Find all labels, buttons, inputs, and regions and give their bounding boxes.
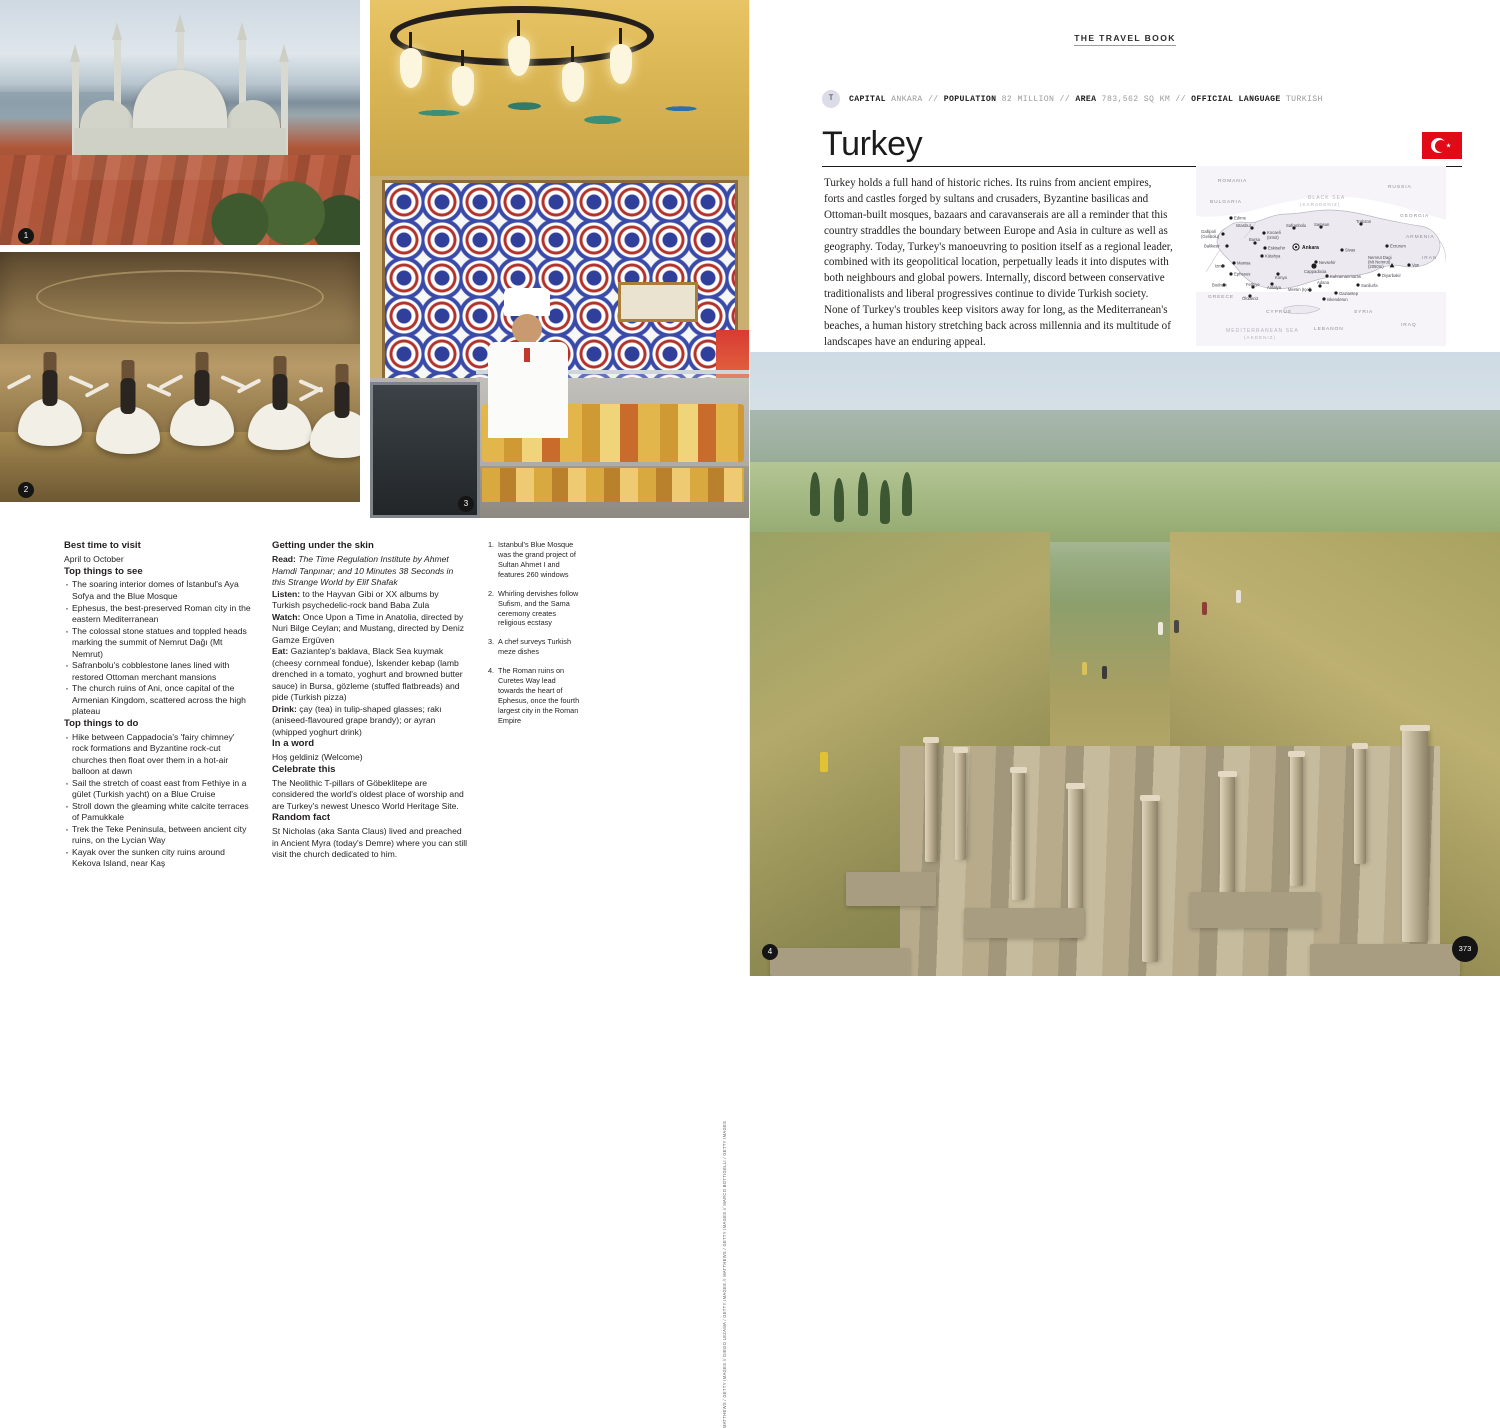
running-head: [750, 33, 1500, 43]
svg-text:Istanbul: Istanbul: [1236, 223, 1251, 228]
svg-text:Gallipoli: Gallipoli: [1201, 229, 1216, 234]
ruined-column: [1290, 756, 1303, 886]
svg-text:IRAN: IRAN: [1422, 256, 1438, 261]
chandelier: [390, 0, 640, 116]
list-item: · Trek the Teke Peninsula, between ancient city ruins, on the Lycian Way: [64, 824, 252, 847]
svg-text:LEBANON: LEBANON: [1314, 327, 1344, 332]
page-number: 373: [1452, 936, 1478, 962]
ruined-column: [1402, 730, 1428, 942]
svg-text:(Gelibolu): (Gelibolu): [1201, 234, 1220, 239]
svg-text:Kütahya: Kütahya: [1265, 253, 1281, 259]
list-item: · Sail the stretch of coast east from Fethiye in a gület (Turkish yacht) on a Blue Cruise: [64, 778, 252, 801]
chef-figure: [482, 288, 574, 438]
photo-caption: 2. Whirling dervishes follow Sufism, and the Sama ceremony creates religious ecstasy: [488, 588, 579, 628]
visitor: [1158, 622, 1163, 635]
svg-text:Safranbolu: Safranbolu: [1286, 223, 1307, 228]
photo-baklava-shop: [370, 0, 750, 518]
fact-value: ANKARA: [885, 94, 923, 104]
photo-ephesus-curetes-way: [750, 352, 1500, 976]
svg-text:MEDITERRANEAN SEA: MEDITERRANEAN SEA: [1226, 328, 1299, 334]
fact-label: AREA: [1075, 94, 1097, 104]
svg-text:Balikesir: Balikesir: [1204, 243, 1220, 249]
svg-text:Van: Van: [1412, 262, 1420, 268]
visitor: [1174, 620, 1179, 633]
visitor: [1102, 666, 1107, 679]
page-title: Turkey: [822, 125, 923, 163]
list-item: · Kayak over the sunken city ruins around Kekova Island, near Kaş: [64, 847, 252, 870]
column-photo-captions: [488, 540, 580, 735]
hall-ceiling: [0, 252, 360, 344]
title-row: [822, 118, 1462, 167]
ruined-column: [1354, 748, 1366, 864]
top-things-to-do-list: [64, 732, 252, 870]
svg-text:Sivas: Sivas: [1345, 247, 1356, 253]
svg-text:Ankara: Ankara: [1302, 245, 1319, 251]
best-time-heading: Best time to visit: [64, 540, 141, 551]
fact-value: TURKISH: [1280, 94, 1323, 104]
caption-number: 2.: [488, 588, 495, 598]
svg-text:Erzurum: Erzurum: [1390, 243, 1406, 249]
caption-number: 3.: [488, 637, 495, 647]
svg-text:Izmir: Izmir: [1215, 263, 1225, 269]
list-item: · Hike between Cappadocia's 'fairy chimney' rock formations and Byzantine rock-cut churches then float over them in a hot-air balloon at dawn: [64, 732, 252, 778]
svg-text:Eskisehir: Eskisehir: [1268, 245, 1285, 251]
svg-text:BULGARIA: BULGARIA: [1210, 200, 1242, 205]
photo-badge-2: 2: [18, 482, 34, 498]
fact-value: 82 MILLION: [996, 94, 1055, 104]
photo-caption-list: [488, 540, 580, 726]
skin-drink: Drink: çay (tea) in tulip-shaped glasses; rakı (aniseed-flavoured grape brandy); or ayran (whipped yoghurt drink): [272, 703, 442, 737]
svg-text:Kahramanmaras: Kahramanmaras: [1330, 274, 1361, 279]
svg-text:Edirne: Edirne: [1234, 215, 1247, 221]
wall-plaque: [618, 282, 698, 322]
svg-text:BLACK SEA: BLACK SEA: [1308, 195, 1346, 201]
column-getting-under-skin: [272, 540, 468, 861]
photo-caption: 4. The Roman ruins on Curetes Way lead towards the heart of Ephesus, once the fourth largest city in the Roman Empire: [488, 666, 580, 725]
fact-value: 783,562 SQ KM: [1096, 94, 1171, 104]
skin-eat: Eat: Gaziantep's baklava, Black Sea kuymak (cheesy cornmeal fondue), İskender kebap (lamb drenched in a tomato, yoghurt and browned butter sauce) in Bursa, gözleme (stuffed flatbreads) and pide (Turkish pizza): [272, 646, 463, 703]
visitor: [1202, 602, 1207, 615]
best-time-value: April to October: [64, 553, 124, 564]
fact-line: [822, 90, 1462, 108]
visitor: [1082, 662, 1087, 675]
svg-text:Trabzon: Trabzon: [1356, 219, 1372, 224]
svg-text:Samsun: Samsun: [1314, 222, 1330, 227]
list-item: · Ephesus, the best-preserved Roman city in the eastern Mediterranean: [64, 603, 252, 626]
list-item: · Safranbolu's cobblestone lanes lined with restored Ottoman merchant mansions: [64, 660, 252, 683]
celebrate-heading: Celebrate this: [272, 763, 336, 775]
svg-text:Nemrut Dagi: Nemrut Dagi: [1368, 255, 1392, 260]
meze-trays: [482, 468, 744, 502]
trees: [210, 167, 360, 245]
photo-caption: 1. Istanbul's Blue Mosque was the grand project of Sultan Ahmet I and features 260 windows: [488, 540, 576, 579]
fact-separator: //: [1054, 94, 1076, 104]
ruined-column: [1012, 772, 1025, 900]
caption-number: 4.: [488, 666, 495, 676]
photo-credits: MATTHEWS / GETTY IMAGES // DIEGO LEZAMA / GETTY IMAGES // MATTHEWS / GETTY IMAGES // MARCO BOTTIGELLI / GETTY IMAGES: [722, 1120, 727, 1428]
svg-text:IRAQ: IRAQ: [1401, 323, 1417, 328]
ruined-column: [955, 752, 966, 860]
svg-text:Nevsehir: Nevsehir: [1319, 260, 1336, 265]
svg-text:(KARADENIZ): (KARADENIZ): [1300, 202, 1341, 207]
locator-map: [1196, 166, 1446, 346]
photo-whirling-dervishes: [0, 252, 360, 502]
svg-text:(Mt Nemrut): (Mt Nemrut): [1368, 259, 1391, 265]
svg-text:Konya: Konya: [1275, 275, 1287, 280]
list-item: · The colossal stone statues and toppled heads marking the summit of Nemrut Dağı (Mt Nemrut): [64, 626, 252, 661]
svg-text:Ephesus: Ephesus: [1234, 271, 1251, 277]
running-head-text: THE TRAVEL BOOK: [1074, 33, 1176, 46]
skin-watch: Watch: Once Upon a Time in Anatolia, directed by Nuri Bilge Ceylan; and Mustang, directed by Deniz Gamze Ergüven: [272, 611, 465, 645]
svg-text:Adana: Adana: [1317, 280, 1330, 285]
list-item: · The church ruins of Ani, once capital of the Armenian Kingdom, scattered across the high plateau: [64, 683, 252, 718]
skin-read: Read: The Time Regulation Institute by Ahmet Hamdi Tanpınar; and 10 Minutes 38 Seconds in this Strange World by Elif Shafak: [272, 553, 454, 588]
svg-text:Gaziantep: Gaziantep: [1339, 291, 1359, 296]
svg-text:Bodrum: Bodrum: [1212, 282, 1227, 288]
svg-text:(2050m): (2050m): [1368, 264, 1384, 269]
svg-text:Iskenderun: Iskenderun: [1327, 297, 1348, 302]
in-a-word-heading: In a word: [272, 738, 315, 750]
ruined-column: [925, 742, 937, 862]
fact-label: OFFICIAL LANGUAGE: [1191, 94, 1281, 104]
caption-number: 1.: [488, 540, 495, 549]
svg-text:ROMANIA: ROMANIA: [1218, 179, 1248, 184]
svg-text:(Izmit): (Izmit): [1267, 235, 1279, 240]
visitor: [820, 752, 828, 772]
photo-badge-3: 3: [458, 496, 474, 512]
svg-text:RUSSIA: RUSSIA: [1388, 185, 1412, 190]
svg-text:Fethiye: Fethiye: [1246, 282, 1260, 287]
fact-separator: //: [1170, 94, 1192, 104]
fact-label: POPULATION: [943, 94, 997, 104]
svg-text:SYRIA: SYRIA: [1354, 310, 1374, 315]
svg-text:Antalya: Antalya: [1267, 285, 1281, 290]
fact-label: CAPITAL: [849, 94, 886, 104]
svg-text:Manisa: Manisa: [1237, 260, 1251, 266]
svg-text:GEORGIA: GEORGIA: [1400, 214, 1430, 219]
svg-text:Bursa: Bursa: [1249, 237, 1260, 242]
list-item: · The soaring interior domes of İstanbul's Aya Sofya and the Blue Mosque: [64, 579, 252, 602]
svg-text:Sanliurfa: Sanliurfa: [1361, 283, 1378, 288]
photo-badge-1: 1: [18, 228, 34, 244]
svg-text:Kocaeli: Kocaeli: [1267, 230, 1281, 235]
svg-text:Mersin (Içel): Mersin (Içel): [1288, 287, 1312, 292]
svg-text:Ölüdeniz: Ölüdeniz: [1242, 296, 1259, 301]
random-fact-value: St Nicholas (aka Santa Claus) lived and preached in Ancient Myra (today's Demre) where you can still visit the church dedicated to him.: [272, 826, 468, 860]
top-things-to-see-list: [64, 579, 252, 717]
svg-text:CYPRUS: CYPRUS: [1266, 310, 1292, 315]
letter-badge: T: [822, 90, 840, 108]
svg-text:ARMENIA: ARMENIA: [1406, 235, 1435, 240]
skin-listen: Listen: to the Hayvan Gibi or XX albums by Turkish psychedelic-rock band Baba Zula: [272, 588, 439, 611]
turkey-flag-icon: [1422, 132, 1462, 159]
photo-badge-4: 4: [762, 944, 778, 960]
left-text-area: [0, 518, 750, 1428]
ruined-column: [1142, 800, 1158, 962]
column-top-things: [64, 540, 252, 870]
svg-text:Diyarbakir: Diyarbakir: [1382, 273, 1401, 278]
list-item: · Stroll down the gleaming white calcite terraces of Pamukkale: [64, 801, 252, 824]
country-facts: [849, 95, 1323, 104]
fact-separator: //: [922, 94, 944, 104]
photo-blue-mosque: [0, 0, 360, 245]
photo-caption: 3. A chef surveys Turkish meze dishes: [488, 637, 571, 657]
top-see-heading: Top things to see: [64, 565, 143, 577]
country-intro: Turkey holds a full hand of historic riches. Its ruins from ancient empires, forts and castles forged by sultans and crusaders, Byzantine basilicas and Ottoman-built mosques, bazaars and caravanserais are all a reminder that this country straddles the boundary between Europe and Asia in culture as well as geography. Today, Turkey's manoeuvring to position itself as a regional leader, combined with its geopolitical location, perpetually leads it into disputes with both neighbours and global powers. Internally, discord between conservative traditionalists and liberal progressives continue to divide Turkish society. None of Turkey's troubles keep visitors away for long, as the Mediterranean's beaches, a human history stretching back across millennia and its multitude of landscapes have an enduring appeal.: [824, 177, 1173, 348]
skin-heading: Getting under the skin: [272, 540, 374, 551]
in-a-word-value: Hoş geldiniz (Welcome): [272, 752, 363, 763]
svg-text:Cappadocia: Cappadocia: [1304, 269, 1327, 274]
svg-text:(AKDENIZ): (AKDENIZ): [1244, 335, 1276, 340]
visitor: [1236, 590, 1241, 603]
celebrate-value: The Neolithic T-pillars of Göbeklitepe are considered the world's oldest place of worship and are Turkey's newest Unesco World Heritage Site.: [272, 777, 464, 811]
top-do-heading: Top things to do: [64, 717, 139, 729]
random-fact-heading: Random fact: [272, 812, 331, 824]
svg-text:GREECE: GREECE: [1208, 295, 1235, 300]
